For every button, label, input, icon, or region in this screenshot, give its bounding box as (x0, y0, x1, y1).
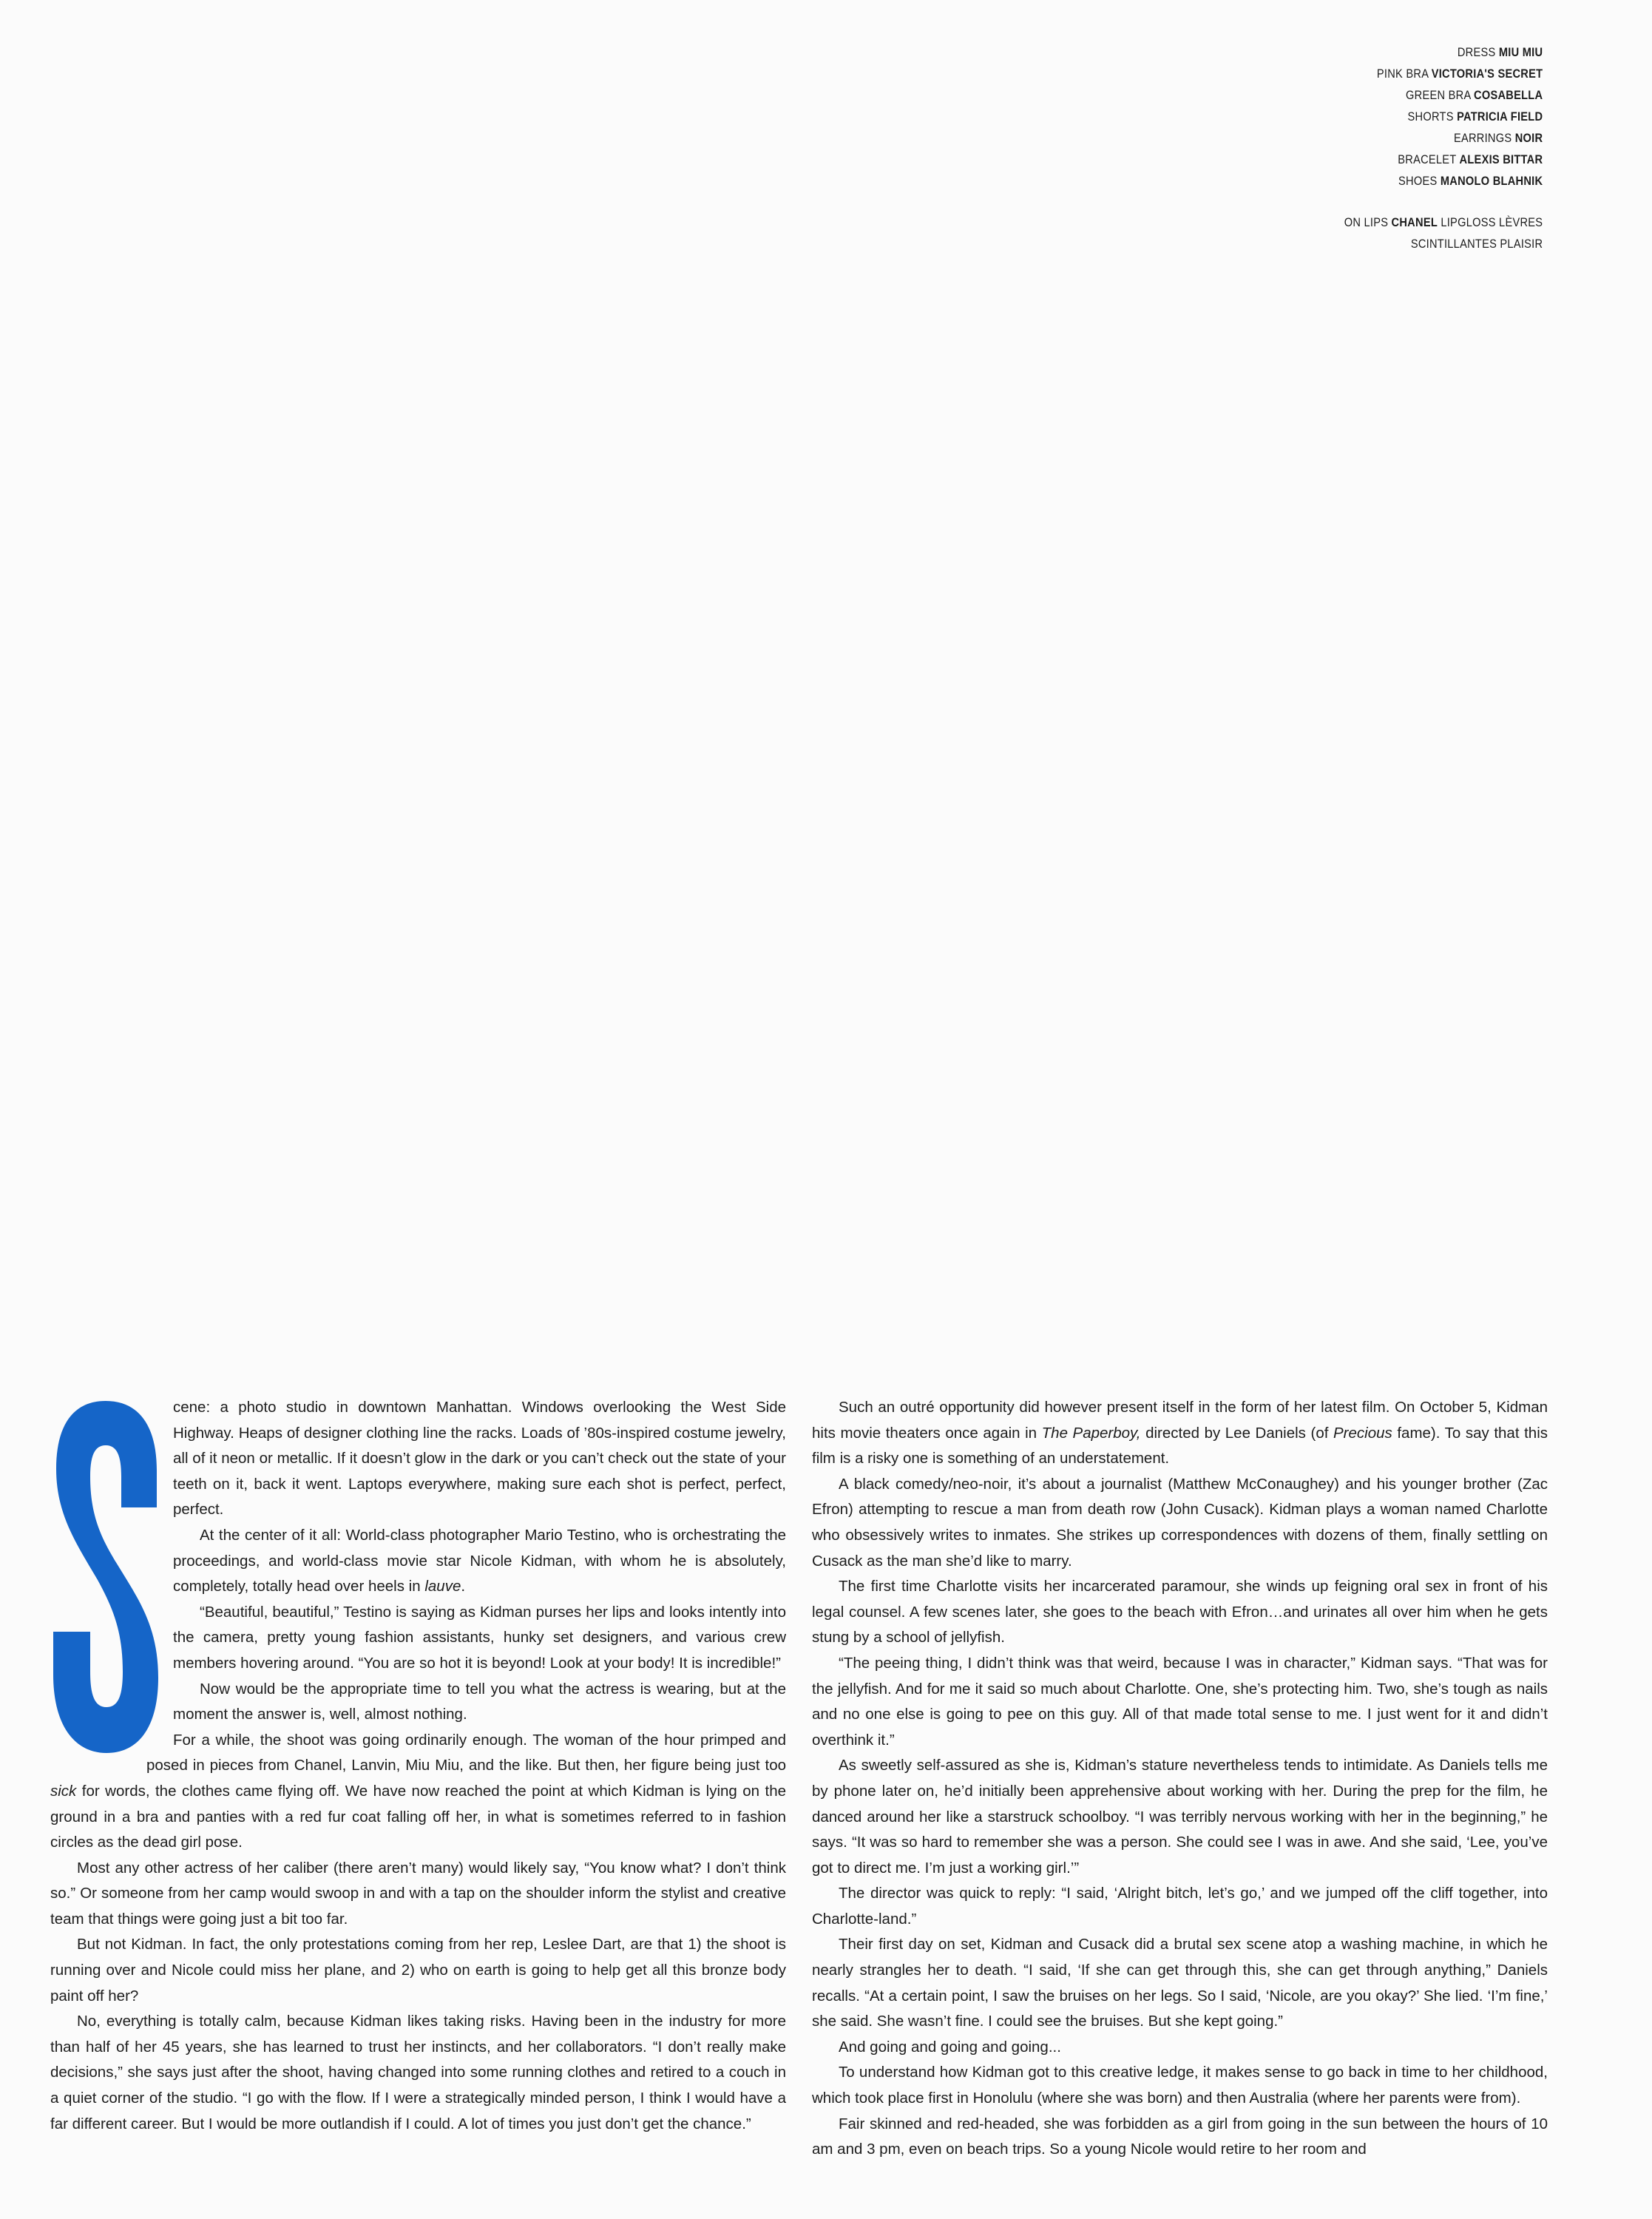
credits-spacer (1344, 192, 1543, 212)
paragraph-r10: Fair skinned and red-headed, she was forbidden as a girl from going in the sun between the hours of 10 am and 3 pm, even on beach trips. So a young Nicole would retire to her room and (812, 2115, 1548, 2158)
paragraph-r4: “The peeing thing, I didn’t think was that weird, because I was in character,” Kidman says. “That was for the jellyfish. And for me it said so much about Charlotte. One, she’s protecting him. Two, she’s tough as nails and no one else is going to pee on this guy. All of that made total sense to me. I just went for it and didn’t overthink it.” (812, 1654, 1548, 1749)
paragraph-7: But not Kidman. In fact, the only protestations coming from her rep, Leslee Dart, are that 1) the shoot is running over and Nicole could miss her plane, and 2) who on earth is going to help get all this bronze body paint off her? (50, 1936, 786, 2004)
credit-line: PINK BRA VICTORIA'S SECRET (1376, 67, 1543, 81)
paragraph-r8: And going and going and going... (839, 2038, 1061, 2056)
credit-line: SHOES MANOLO BLAHNIK (1398, 174, 1543, 188)
paragraph-r9: To understand how Kidman got to this creative ledge, it makes sense to go back in time to her childhood, which took place first in Honolulu (where she was born) and then Australia (where her parents were from). (812, 2064, 1548, 2107)
paragraph-r5: As sweetly self-assured as she is, Kidman’s stature nevertheless tends to intimidate. As Daniels tells me by phone later on, he’d initially been apprehensive about working with her. During the prep for the film, he danced around her like a starstruck schoolboy. “I was terribly nervous working with her in the beginning,” he says. “It was so hard to remember she was a person. She could see I was in awe. And she said, ‘Lee, you’ve got to direct me. I’m just a working girl.’” (812, 1757, 1548, 1877)
lips-credit-line-2: SCINTILLANTES PLAISIR (1410, 237, 1543, 251)
paragraph-4: Now would be the appropriate time to tell you what the actress is wearing, but at the moment the answer is, well, almost nothing. (173, 1680, 786, 1723)
lips-credit-line: ON LIPS CHANEL LIPGLOSS LÈVRES (1344, 215, 1543, 229)
paragraph-6: Most any other actress of her caliber (there aren’t many) would likely say, “You know what? I don’t think so.” Or someone from her camp would swoop in and with a tap on the shoulder inform the stylist and creative team that things were going just a bit too far. (50, 1859, 786, 1928)
credit-line: BRACELET ALEXIS BITTAR (1397, 152, 1543, 166)
paragraph-r3: The first time Charlotte visits her incarcerated paramour, she winds up feigning oral sex in front of his legal counsel. A few scenes later, she goes to the beach with Efron…and urinates all over him when he gets stung by a school of jellyfish. (812, 1578, 1548, 1646)
article-column-left (50, 1395, 786, 2137)
wardrobe-credits (1344, 41, 1543, 254)
credit-line: DRESS MIU MIU (1457, 45, 1543, 59)
paragraph-3: “Beautiful, beautiful,” Testino is saying as Kidman purses her lips and looks intently into the camera, pretty young fashion assistants, hunky set designers, and various crew members hovering around. “You are so hot it is beyond! Look at your body! It is incredible!” (173, 1603, 786, 1672)
dropcap-wrap-spacer (24, 1728, 146, 1762)
paragraph-5: For a while, the shoot was going ordinarily enough. The woman of the hour primped and posed in pieces from Chanel, Lanvin, Miu Miu, and the like. But then, her figure being just too sick for words, the clothes came flying off. We have now reached the point at which Kidman is lying on the ground in a bra and panties with a red fur coat falling off her, in what is sometimes referred to in fashion circles as the dead girl pose. (50, 1728, 786, 1856)
paragraph-1: cene: a photo studio in downtown Manhattan. Windows overlooking the West Side Highway. Heaps of designer clothing line the racks. Loads of ’80s-inspired costume jewelry, all of it neon or metallic. If it doesn’t glow in the dark or you can’t check out the state of your teeth on it, back it went. Laptops everywhere, making sure each shot is perfect, perfect, perfect. (173, 1399, 786, 1519)
paragraph-r1: Such an outré opportunity did however present itself in the form of her latest film. On October 5, Kidman hits movie theaters once again in The Paperboy, directed by Lee Daniels (of Precious fame). To say that this film is a risky one is something of an understatement. (812, 1399, 1548, 1467)
paragraph-r6: The director was quick to reply: “I said, ‘Alright bitch, let’s go,’ and we jumped off the cliff together, into Charlotte-land.” (812, 1885, 1548, 1928)
article-column-right (812, 1395, 1548, 2163)
paragraph-r7: Their first day on set, Kidman and Cusack did a brutal sex scene atop a washing machine, in which he nearly strangles her to death. “I said, ‘If she can get through this, she can get through anything,” Daniels recalls. “At a certain point, I saw the bruises on her legs. So I said, ‘Nicole, are you okay?’ She lied. ‘I’m fine,’ she said. She wasn’t fine. I could see the bruises. But she kept going.” (812, 1936, 1548, 2030)
paragraph-8: No, everything is totally calm, because Kidman likes taking risks. Having been in the industry for more than half of her 45 years, she has learned to trust her instincts, and her collaborators. “I don’t really make decisions,” she says just after the shoot, having changed into some running clothes and retired to a couch in a quiet corner of the studio. “I go with the flow. If I were a strategically minded person, I think I would have a far different career. But I would be more outlandish if I could. A lot of times you just don’t get the chance.” (50, 2013, 786, 2132)
paragraph-r2: A black comedy/neo-noir, it’s about a journalist (Matthew McConaughey) and his younger brother (Zac Efron) attempting to rescue a man from death row (John Cusack). Kidman plays a woman named Charlotte who obsessively writes to inmates. She strikes up correspondences with dozens of them, finally settling on Cusack as the man she’d like to marry. (812, 1475, 1548, 1570)
paragraph-2: At the center of it all: World-class photographer Mario Testino, who is orchestrating the proceedings, and world-class movie star Nicole Kidman, with whom he is absolutely, completely, totally head over heels in lauve. (173, 1526, 786, 1595)
credit-line: GREEN BRA COSABELLA (1405, 88, 1543, 102)
credit-line: SHORTS PATRICIA FIELD (1407, 109, 1543, 124)
credit-line: EARRINGS NOIR (1453, 131, 1543, 145)
